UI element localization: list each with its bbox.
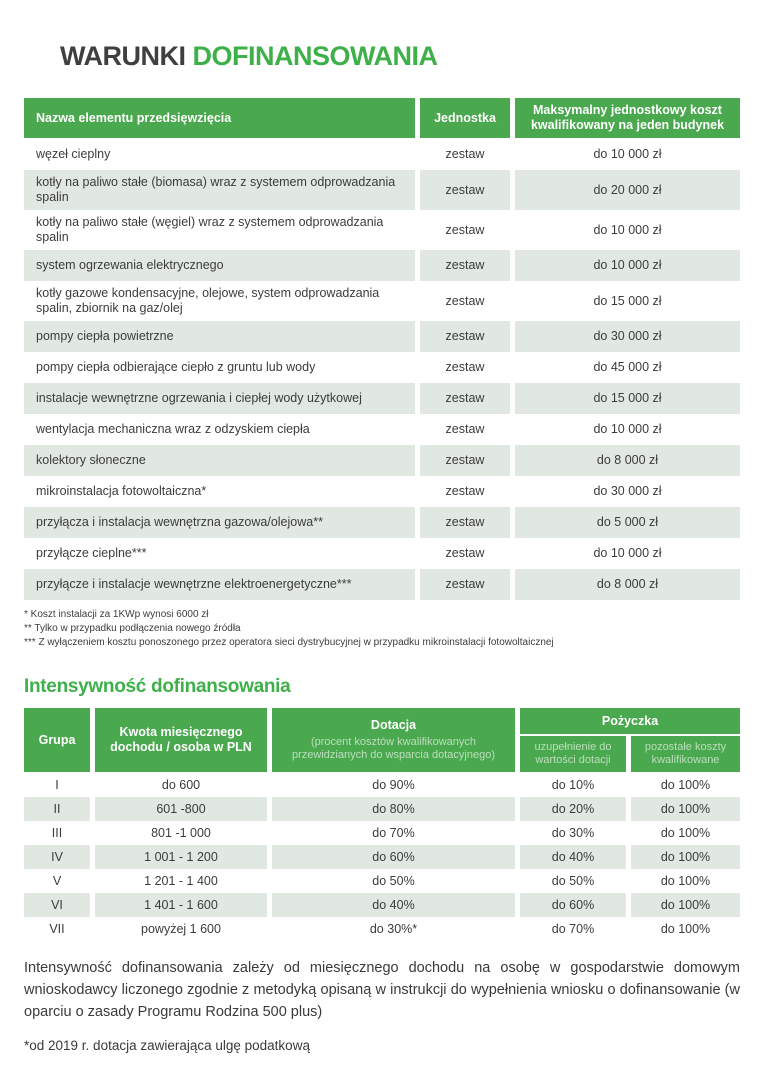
table-row [24, 170, 740, 210]
intensity-row [24, 845, 740, 869]
row-name: pompy ciepła odbierające ciepło z gruntu lub wody [36, 360, 316, 374]
intensity-row [24, 917, 740, 941]
row-income: powyżej 1 600 [141, 921, 221, 936]
row-group: I [55, 777, 59, 792]
row-unit: zestaw [420, 445, 510, 476]
header-pozyczka-sub1 [520, 736, 626, 772]
row-name: mikroinstalacja fotowoltaiczna* [36, 484, 207, 498]
row-cost: do 8 000 zł [515, 569, 740, 600]
row-group: VI [24, 893, 90, 917]
table-row [24, 139, 740, 170]
row-dotacja: do 80% [272, 797, 515, 821]
row-unit: zestaw [445, 484, 485, 498]
row-unit: zestaw [420, 507, 510, 538]
row-group: II [24, 797, 90, 821]
row-group: III [51, 825, 63, 840]
footnote-line: * Koszt instalacji za 1KWp wynosi 6000 zł [24, 609, 209, 620]
page-title [60, 42, 740, 70]
row-unit: zestaw [445, 147, 485, 161]
intensity-description: Intensywność dofinansowania zależy od miesięcznego dochodu na osobę w gospodarstwie domowym wnioskodawcy liczonego zgodnie z metodyką opisaną w instrukcji do wypełnienia wniosku o dofinansowanie (w oparciu o zasady Programu Rodzina 500 plus) [24, 960, 740, 1020]
row-name: kotły na paliwo stałe (węgiel) wraz z systemem odprowadzania spalin [36, 215, 384, 244]
row-dotacja: do 60% [272, 845, 515, 869]
row-unit: zestaw [445, 360, 485, 374]
header-max-cost: Maksymalny jednostkowy koszt kwalifikowany na jeden budynek [515, 98, 740, 138]
table1-footnotes [24, 608, 740, 650]
table-row [24, 383, 740, 414]
row-income: 1 201 - 1 400 [144, 873, 218, 888]
header-element-name: Nazwa elementu przedsięwzięcia [24, 98, 415, 138]
row-loan-other: do 100% [631, 845, 740, 869]
row-name: przyłącze cieplne*** [36, 546, 147, 560]
row-name: kolektory słoneczne [24, 445, 415, 476]
row-cost: do 30 000 zł [593, 484, 662, 498]
table-row [24, 414, 740, 445]
row-income: 601 -800 [95, 797, 267, 821]
row-loan-other: do 100% [631, 893, 740, 917]
row-name: węzeł cieplny [36, 147, 111, 161]
row-cost: do 10 000 zł [515, 250, 740, 281]
cost-table [24, 98, 740, 600]
row-loan-supplement: do 20% [520, 797, 626, 821]
intensity-row [24, 869, 740, 893]
table-row [24, 321, 740, 352]
table-row [24, 538, 740, 569]
row-dotacja: do 50% [372, 873, 415, 888]
row-unit: zestaw [445, 222, 485, 237]
row-group: VII [49, 921, 65, 936]
row-name: kotły na paliwo stałe (biomasa) wraz z systemem odprowadzania spalin [24, 170, 415, 210]
table-row [24, 569, 740, 600]
row-unit: zestaw [445, 546, 485, 560]
row-group: IV [24, 845, 90, 869]
table-row [24, 507, 740, 538]
row-dotacja: do 90% [372, 777, 415, 792]
footnote-line: ** Tylko w przypadku podłączenia nowego źródła [24, 623, 241, 634]
header-group: Grupa [24, 708, 90, 772]
footnote-line: *** Z wyłączeniem kosztu ponoszonego przez operatora sieci dystrybucyjnej w przypadku mikroinstalacji fotowoltaicznej [24, 637, 554, 648]
intensity-row [24, 821, 740, 845]
header-income: Kwota miesięcznego dochodu / osoba w PLN [95, 708, 267, 772]
table-row [24, 281, 740, 321]
page-title-green: DOFINANSOWANIA [192, 41, 438, 71]
row-unit: zestaw [420, 569, 510, 600]
row-name: pompy ciepła powietrzne [24, 321, 415, 352]
row-cost: do 10 000 zł [593, 422, 662, 436]
row-name: przyłącze i instalacje wewnętrzne elektroenergetyczne*** [24, 569, 415, 600]
row-income: 801 -1 000 [151, 825, 211, 840]
row-loan-supplement: do 50% [551, 873, 595, 888]
header-pozyczka-sub2 [631, 736, 740, 772]
row-cost: do 10 000 zł [593, 147, 662, 161]
bottom-footnote: *od 2019 r. dotacja zawierająca ulgę podatkową [24, 1037, 310, 1053]
row-name: wentylacja mechaniczna wraz z odzyskiem ciepła [36, 422, 310, 436]
row-loan-other: do 100% [631, 797, 740, 821]
row-loan-supplement: do 10% [551, 777, 595, 792]
intensity-row [24, 797, 740, 821]
row-loan-supplement: do 30% [551, 825, 595, 840]
row-unit: zestaw [445, 293, 485, 308]
table-row [24, 476, 740, 507]
row-loan-supplement: do 70% [551, 921, 595, 936]
table-row [24, 210, 740, 250]
row-dotacja: do 30%* [369, 921, 418, 936]
row-cost: do 20 000 zł [515, 170, 740, 210]
table-row [24, 250, 740, 281]
row-cost: do 30 000 zł [515, 321, 740, 352]
row-cost: do 8 000 zł [515, 445, 740, 476]
row-loan-other: do 100% [660, 921, 711, 936]
row-income: 1 401 - 1 600 [95, 893, 267, 917]
row-unit: zestaw [445, 422, 485, 436]
row-unit: zestaw [420, 321, 510, 352]
row-cost: do 10 000 zł [593, 546, 662, 560]
row-cost: do 5 000 zł [515, 507, 740, 538]
row-loan-supplement: do 40% [520, 845, 626, 869]
table-row [24, 352, 740, 383]
page-title-dark: WARUNKI [60, 41, 193, 71]
row-name: system ogrzewania elektrycznego [24, 250, 415, 281]
section-title: Intensywność dofinansowania [24, 676, 291, 697]
row-name: instalacje wewnętrzne ogrzewania i ciepłej wody użytkowej [24, 383, 415, 414]
row-cost: do 15 000 zł [515, 383, 740, 414]
row-income: do 600 [161, 777, 201, 792]
header-dotacja-title: Dotacja [370, 718, 417, 732]
row-dotacja: do 70% [372, 825, 415, 840]
intensity-table [24, 708, 740, 941]
header-pozyczka-sub2-label: pozostałe koszty kwalifikowane [644, 741, 727, 766]
row-loan-other: do 100% [660, 873, 711, 888]
row-income: 1 001 - 1 200 [95, 845, 267, 869]
row-loan-other: do 100% [660, 777, 711, 792]
row-cost: do 45 000 zł [593, 360, 662, 374]
intensity-row [24, 893, 740, 917]
row-loan-supplement: do 60% [520, 893, 626, 917]
header-unit: Jednostka [420, 98, 510, 138]
header-dotacja-subtitle: (procent kosztów kwalifikowanych przewidzianych do wsparcia dotacyjnego) [292, 736, 495, 761]
row-unit: zestaw [420, 383, 510, 414]
row-cost: do 10 000 zł [593, 222, 662, 237]
row-unit: zestaw [420, 250, 510, 281]
table-row [24, 445, 740, 476]
row-loan-other: do 100% [660, 825, 711, 840]
intensity-row [24, 773, 740, 797]
header-pozyczka: Pożyczka [520, 708, 740, 734]
row-name: kotły gazowe kondensacyjne, olejowe, system odprowadzania spalin, zbiornik na gaz/olej [36, 286, 380, 315]
row-cost: do 15 000 zł [593, 293, 662, 308]
row-dotacja: do 40% [272, 893, 515, 917]
header-pozyczka-sub1-label: uzupełnienie do wartości dotacji [534, 741, 612, 766]
intensity-table-header [24, 708, 740, 772]
row-unit: zestaw [420, 170, 510, 210]
cost-table-header-row [24, 98, 740, 138]
header-dotacja [272, 708, 515, 772]
row-group: V [52, 873, 62, 888]
row-name: przyłącza i instalacja wewnętrzna gazowa/olejowa** [24, 507, 415, 538]
